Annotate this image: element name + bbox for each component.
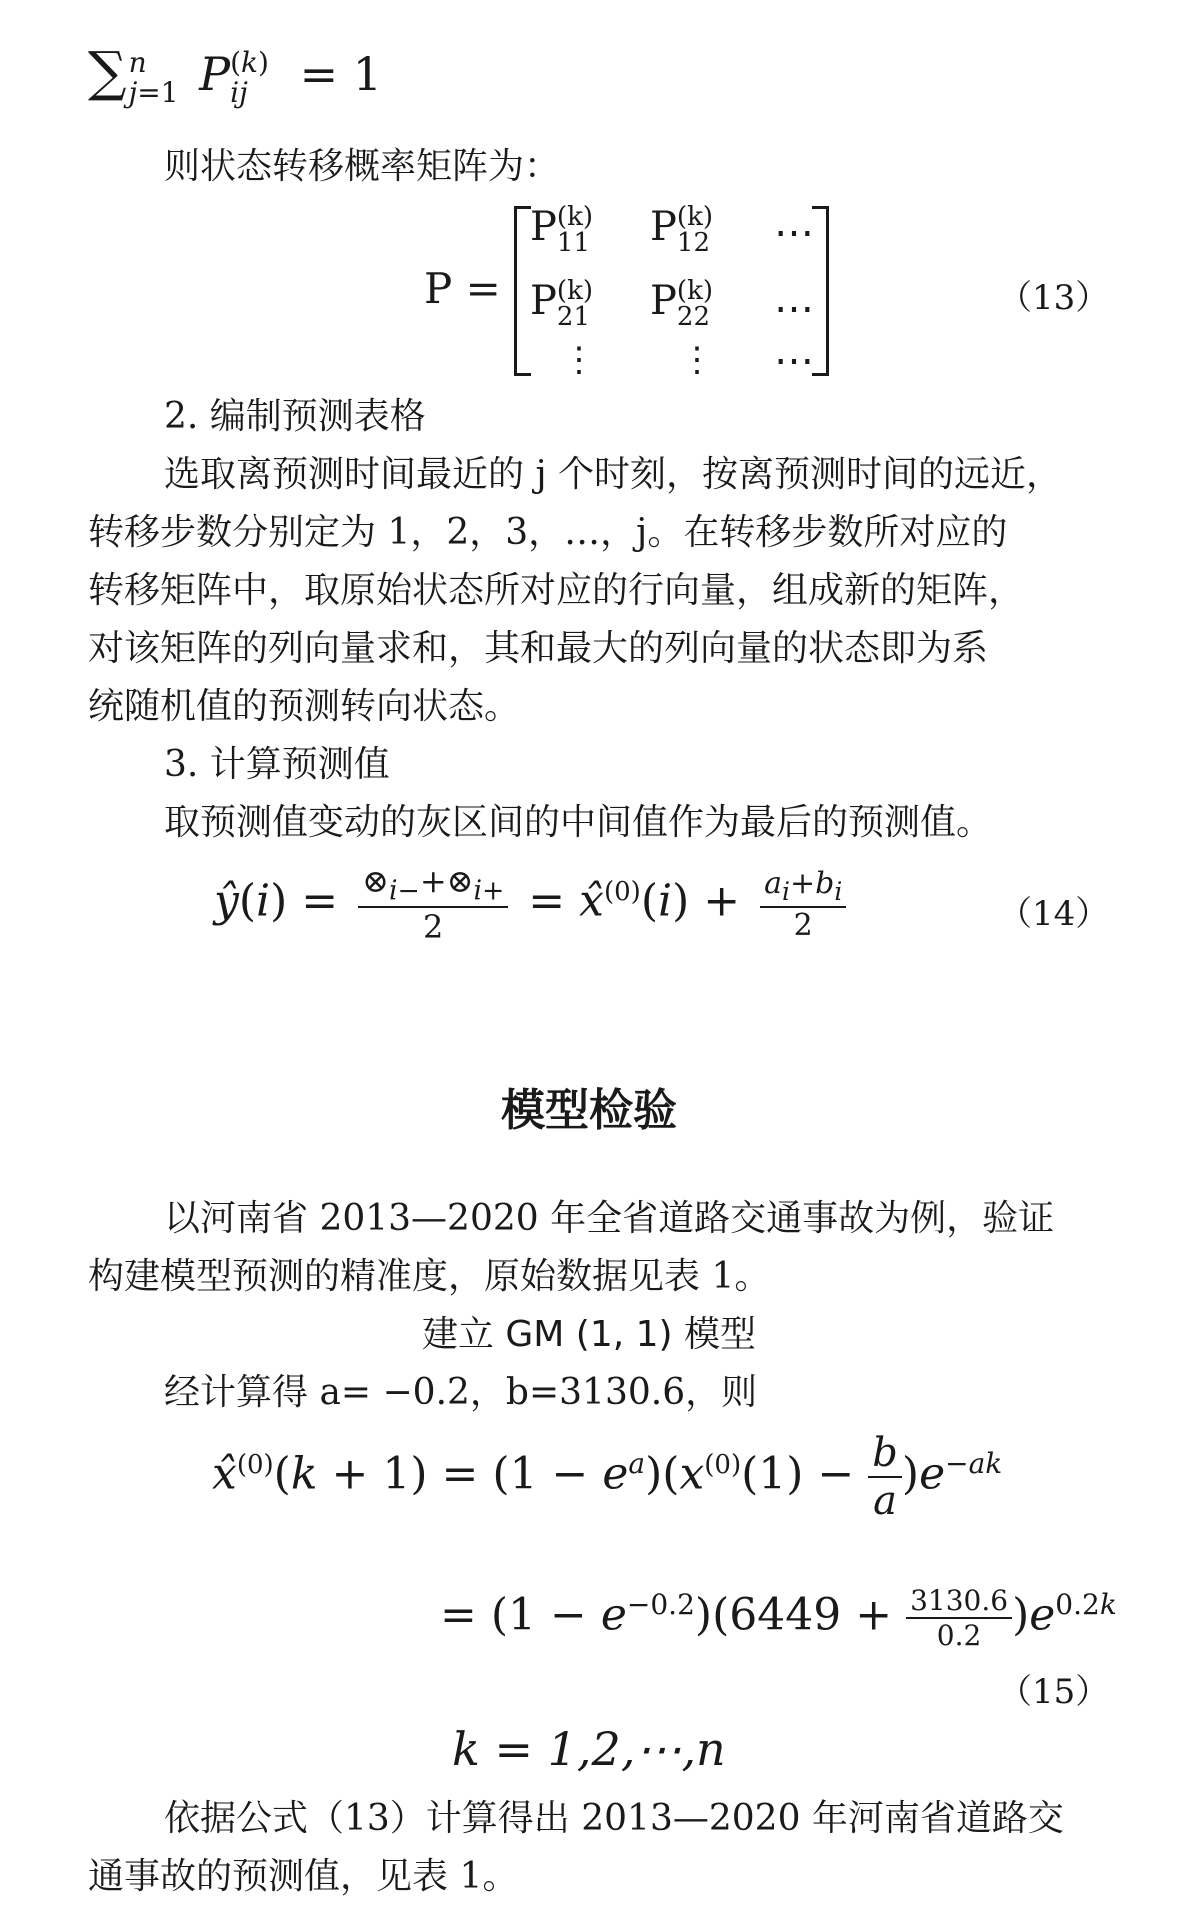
matrix-cell-33: ⋯ <box>774 338 814 384</box>
sum-rhs: = 1 <box>299 47 383 101</box>
prediction-equation: ŷ(i) = $\frac{\otimes_{i-}+\otimes_{i+}}{2}$ = x̂$^{(0)}$(i) + $\frac{a_i+b_i}{2}$ <box>214 862 846 946</box>
text-line-14: 通事故的预测值，见表 1。 <box>88 1856 519 1897</box>
section-heading: 模型检验 <box>501 1085 677 1136</box>
matrix-cell-21: P(k) 21 <box>530 276 593 332</box>
equation-number-15: （15） <box>998 1672 1110 1712</box>
sum-equation: ∑n j=1 P(k) ij = 1 <box>88 40 383 109</box>
text-line-8: 3. 计算预测值 <box>164 744 390 785</box>
matrix-cell-23: ⋯ <box>774 286 814 332</box>
text-line-12: 经计算得 a= −0.2，b=3130.6，则 <box>164 1372 758 1413</box>
text-line-9: 取预测值变动的灰区间的中间值作为最后的预测值。 <box>164 802 993 843</box>
matrix-cell-12: P(k) 12 <box>650 202 713 258</box>
equation-number-13: （13） <box>998 278 1110 318</box>
text-line-6: 对该矩阵的列向量求和，其和最大的列向量的状态即为系 <box>88 628 989 669</box>
matrix-equation <box>0 0 1178 400</box>
text-line-4: 转移步数分别定为 1，2，3，…，j。在转移步数所对应的 <box>88 512 1008 553</box>
eq15-frac-num: 3130.6 <box>906 1584 1012 1619</box>
eq15-x0: 6449 <box>729 1589 842 1641</box>
gm-equation-line-2: = $(1 - e^{-0.2})(6449$ + $\frac{3130.6}{0.2}$ )$e^{0.2k}$ <box>440 1584 1117 1652</box>
text-line-7: 统随机值的预测转向状态。 <box>88 686 521 727</box>
matrix-lhs: P = <box>424 264 501 313</box>
matrix-right-bracket <box>812 206 829 376</box>
matrix-cell-11: P(k) 11 <box>530 202 593 258</box>
text-line-10: 以河南省 2013—2020 年全省道路交通事故为例，验证 <box>164 1198 1055 1239</box>
text-line-2: 2. 编制预测表格 <box>164 396 426 437</box>
text-line-1: 则状态转移概率矩阵为： <box>164 146 561 187</box>
matrix-cell-13: ⋯ <box>774 210 814 256</box>
matrix-cell-32: ⋮ <box>680 340 714 380</box>
subsection-heading: 建立 GM (1, 1) 模型 <box>421 1314 757 1355</box>
matrix-cell-22: P(k) 22 <box>650 276 713 332</box>
k-range: k = 1,2,⋯,n <box>452 1722 726 1776</box>
gm-equation-line-1: x̂$^{(0)}$(k + $1) = (1 - e^a)(x^{(0)}(1)$ − $\frac{b}{a}$ )$e^{-ak}$ <box>212 1430 1003 1524</box>
matrix-cell-31: ⋮ <box>562 340 596 380</box>
matrix-left-bracket <box>514 206 531 376</box>
text-line-13: 依据公式（13）计算得出 2013—2020 年河南省道路交 <box>164 1798 1064 1839</box>
text-line-5: 转移矩阵中，取原始状态所对应的行向量，组成新的矩阵， <box>88 570 1025 611</box>
text-line-11: 构建模型预测的精准度，原始数据见表 1。 <box>88 1256 771 1297</box>
equation-number-14: （14） <box>998 894 1110 934</box>
eq15-frac-den: 0.2 <box>936 1619 982 1652</box>
text-line-3: 选取离预测时间最近的 j 个时刻，按离预测时间的远近， <box>164 454 1063 495</box>
